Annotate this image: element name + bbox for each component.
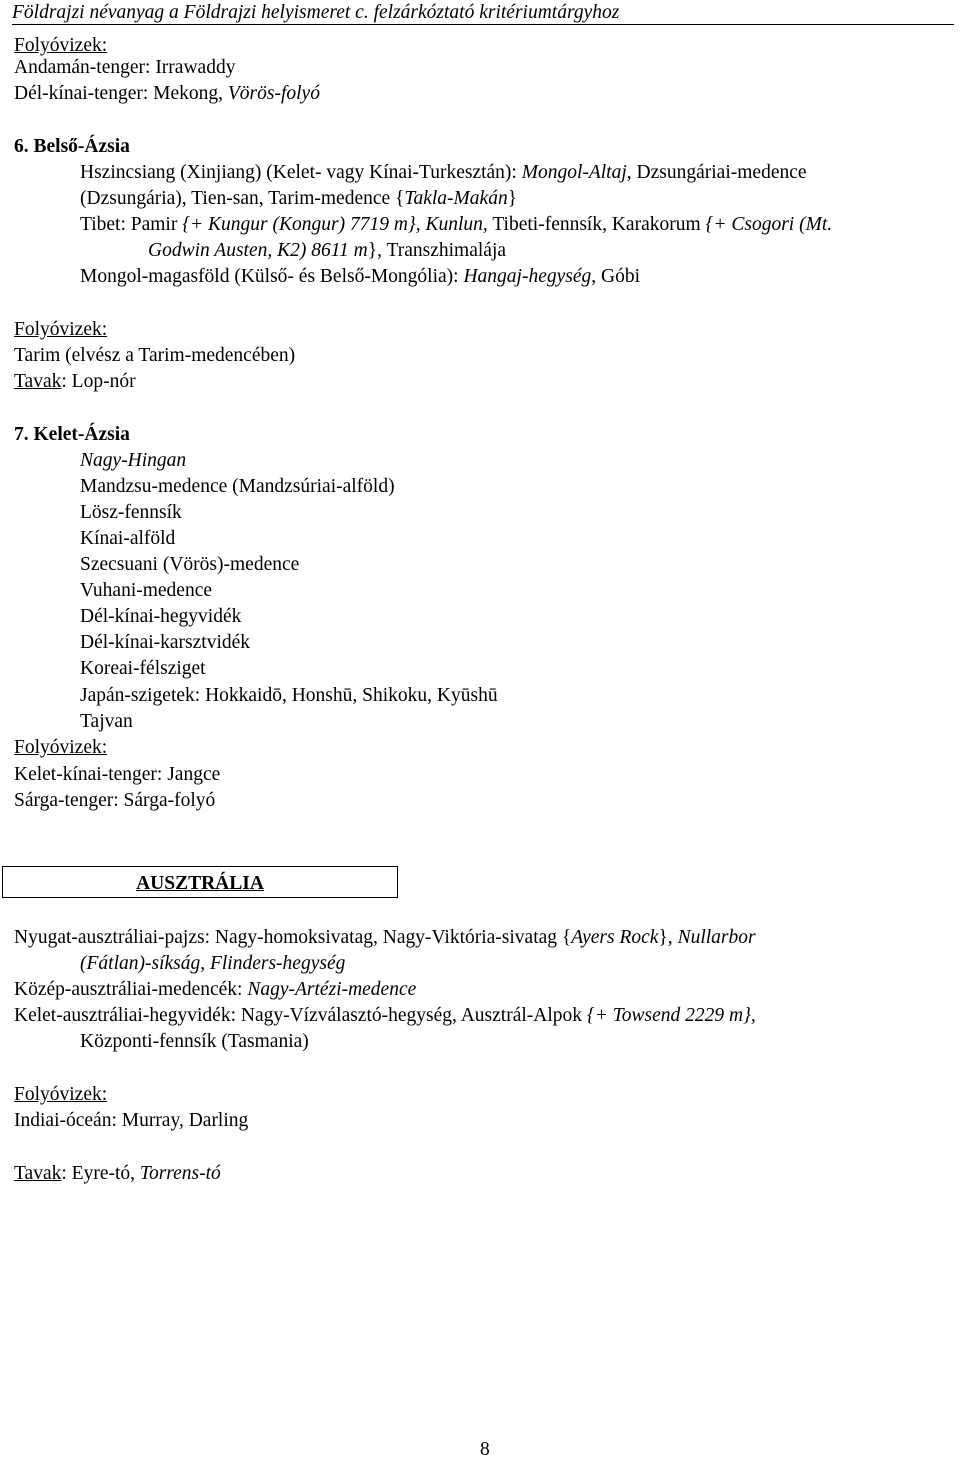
s6-rivers-label: Folyóvizek: [14, 319, 108, 340]
s6-line-3: Tibet: Pamir {+ Kungur (Kongur) 7719 m}, Kunlun, Tibeti-fennsík, Karakorum {+ Csogori (Mt. [80, 214, 833, 235]
s7-item: Dél-kínai-karsztvidék [80, 632, 251, 653]
s7-item: Dél-kínai-hegyvidék [80, 606, 242, 627]
au-line-4: Kelet-ausztráliai-hegyvidék: Nagy-Vízválasztó-hegység, Ausztrál-Alpok {+ Towsend 2229 m}, [14, 1005, 756, 1026]
s7-item: Koreai-félsziget [80, 658, 206, 679]
s6-lakes-line: Tavak: Lop-nór [14, 371, 136, 392]
s7-rivers-line-1: Kelet-kínai-tenger: Jangce [14, 764, 221, 785]
au-line-5: Központi-fennsík (Tasmania) [80, 1031, 309, 1052]
s7-item: Mandzsu-medence (Mandzsúriai-alföld) [80, 476, 395, 497]
s7-item: Szecsuani (Vörös)-medence [80, 554, 300, 575]
rivers-label-top: Folyóvizek: [14, 35, 108, 56]
section-7-title: 7. Kelet-Ázsia [14, 424, 130, 445]
s7-rivers-label: Folyóvizek: [14, 737, 108, 758]
s7-item: Nagy-Hingan [80, 450, 187, 471]
au-lakes-line: Tavak: Eyre-tó, Torrens-tó [14, 1163, 221, 1184]
rivers-line-andaman: Andamán-tenger: Irrawaddy [14, 57, 236, 78]
s6-line-5: Mongol-magasföld (Külső- és Belső-Mongólia): Hangaj-hegység, Góbi [80, 266, 641, 287]
s6-line-1: Hszincsiang (Xinjiang) (Kelet- vagy Kínai-Turkesztán): Mongol-Altaj, Dzsungáriai-medence [80, 162, 807, 183]
au-line-1: Nyugat-ausztráliai-pajzs: Nagy-homoksivatag, Nagy-Viktória-sivatag {Ayers Rock}, Nullarbor [14, 927, 756, 948]
au-line-2: (Fátlan)-síkság, Flinders-hegység [80, 953, 346, 974]
australia-title-box [2, 866, 398, 898]
running-header: Földrajzi névanyag a Földrajzi helyismeret c. felzárkóztató kritériumtárgyhoz [12, 2, 954, 25]
s7-item: Tajvan [80, 711, 133, 732]
section-6-title: 6. Belső-Ázsia [14, 136, 130, 157]
s6-rivers-tarim: Tarim (elvész a Tarim-medencében) [14, 345, 296, 366]
australia-title: AUSZTRÁLIA [136, 873, 264, 894]
s7-item: Lösz-fennsík [80, 502, 182, 523]
s6-line-4: Godwin Austen, K2) 8611 m}, Transzhimalája [148, 240, 507, 261]
s7-rivers-line-2: Sárga-tenger: Sárga-folyó [14, 790, 216, 811]
s6-line-2: (Dzsungária), Tien-san, Tarim-medence {Takla-Makán} [80, 188, 518, 209]
au-line-3: Közép-ausztráliai-medencék: Nagy-Artézi-medence [14, 979, 417, 1000]
s7-item: Kínai-alföld [80, 528, 176, 549]
page-number: 8 [480, 1439, 490, 1460]
au-rivers-label: Folyóvizek: [14, 1084, 108, 1105]
rivers-line-south-china: Dél-kínai-tenger: Mekong, Vörös-folyó [14, 83, 320, 104]
au-rivers-line: Indiai-óceán: Murray, Darling [14, 1110, 249, 1131]
s7-item: Vuhani-medence [80, 580, 213, 601]
s7-item: Japán-szigetek: Hokkaidō, Honshū, Shikoku, Kyūshū [80, 685, 498, 706]
